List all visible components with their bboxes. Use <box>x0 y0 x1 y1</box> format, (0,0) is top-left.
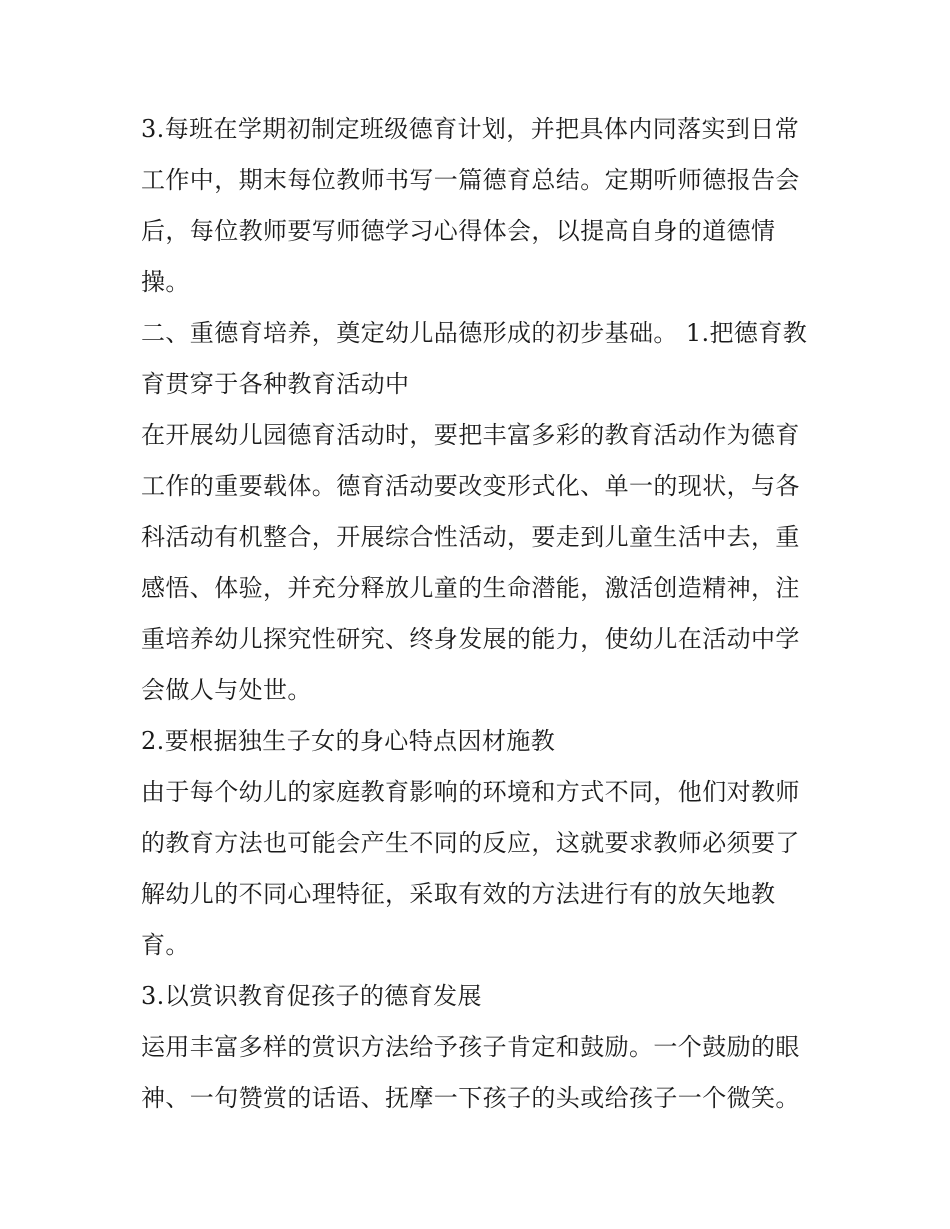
subsection-heading: 3.以赏识教育促孩子的德育发展 <box>141 982 482 1010</box>
text-line: 工作中，期末每位教师书写一篇德育总结。定期听师德报告会 <box>141 166 800 194</box>
section-heading: 二、重德育培养，奠定幼儿品德形成的初步基础。 1.把德育教 <box>141 319 808 347</box>
text-line: 育。 <box>141 931 190 959</box>
text-line: 工作的重要载体。德育活动要改变形式化、单一的现状，与各 <box>141 472 800 500</box>
text-line: 会做人与处世。 <box>141 676 312 704</box>
text-line: 操。 <box>141 268 190 296</box>
text-line: 3.每班在学期初制定班级德育计划，并把具体内同落实到日常 <box>141 115 800 143</box>
text-line: 重培养幼儿探究性研究、终身发展的能力，使幼儿在活动中学 <box>141 625 800 653</box>
text-line: 在开展幼儿园德育活动时，要把丰富多彩的教育活动作为德育 <box>141 421 800 449</box>
text-line: 神、一句赞赏的话语、抚摩一下孩子的头或给孩子一个微笑。 <box>141 1084 800 1112</box>
text-line: 后，每位教师要写师德学习心得体会，以提高自身的道德情 <box>141 217 776 245</box>
text-line: 感悟、体验，并充分释放儿童的生命潜能，激活创造精神，注 <box>141 574 800 602</box>
text-line: 育贯穿于各种教育活动中 <box>141 370 410 398</box>
text-line: 科活动有机整合，开展综合性活动，要走到儿童生活中去，重 <box>141 523 800 551</box>
text-line: 运用丰富多样的赏识方法给予孩子肯定和鼓励。一个鼓励的眼 <box>141 1033 800 1061</box>
text-line: 的教育方法也可能会产生不同的反应，这就要求教师必须要了 <box>141 829 800 857</box>
text-line: 由于每个幼儿的家庭教育影响的环境和方式不同，他们对教师 <box>141 778 800 806</box>
text-line: 解幼儿的不同心理特征，采取有效的方法进行有的放矢地教 <box>141 880 776 908</box>
subsection-heading: 2.要根据独生子女的身心特点因材施教 <box>141 727 556 755</box>
